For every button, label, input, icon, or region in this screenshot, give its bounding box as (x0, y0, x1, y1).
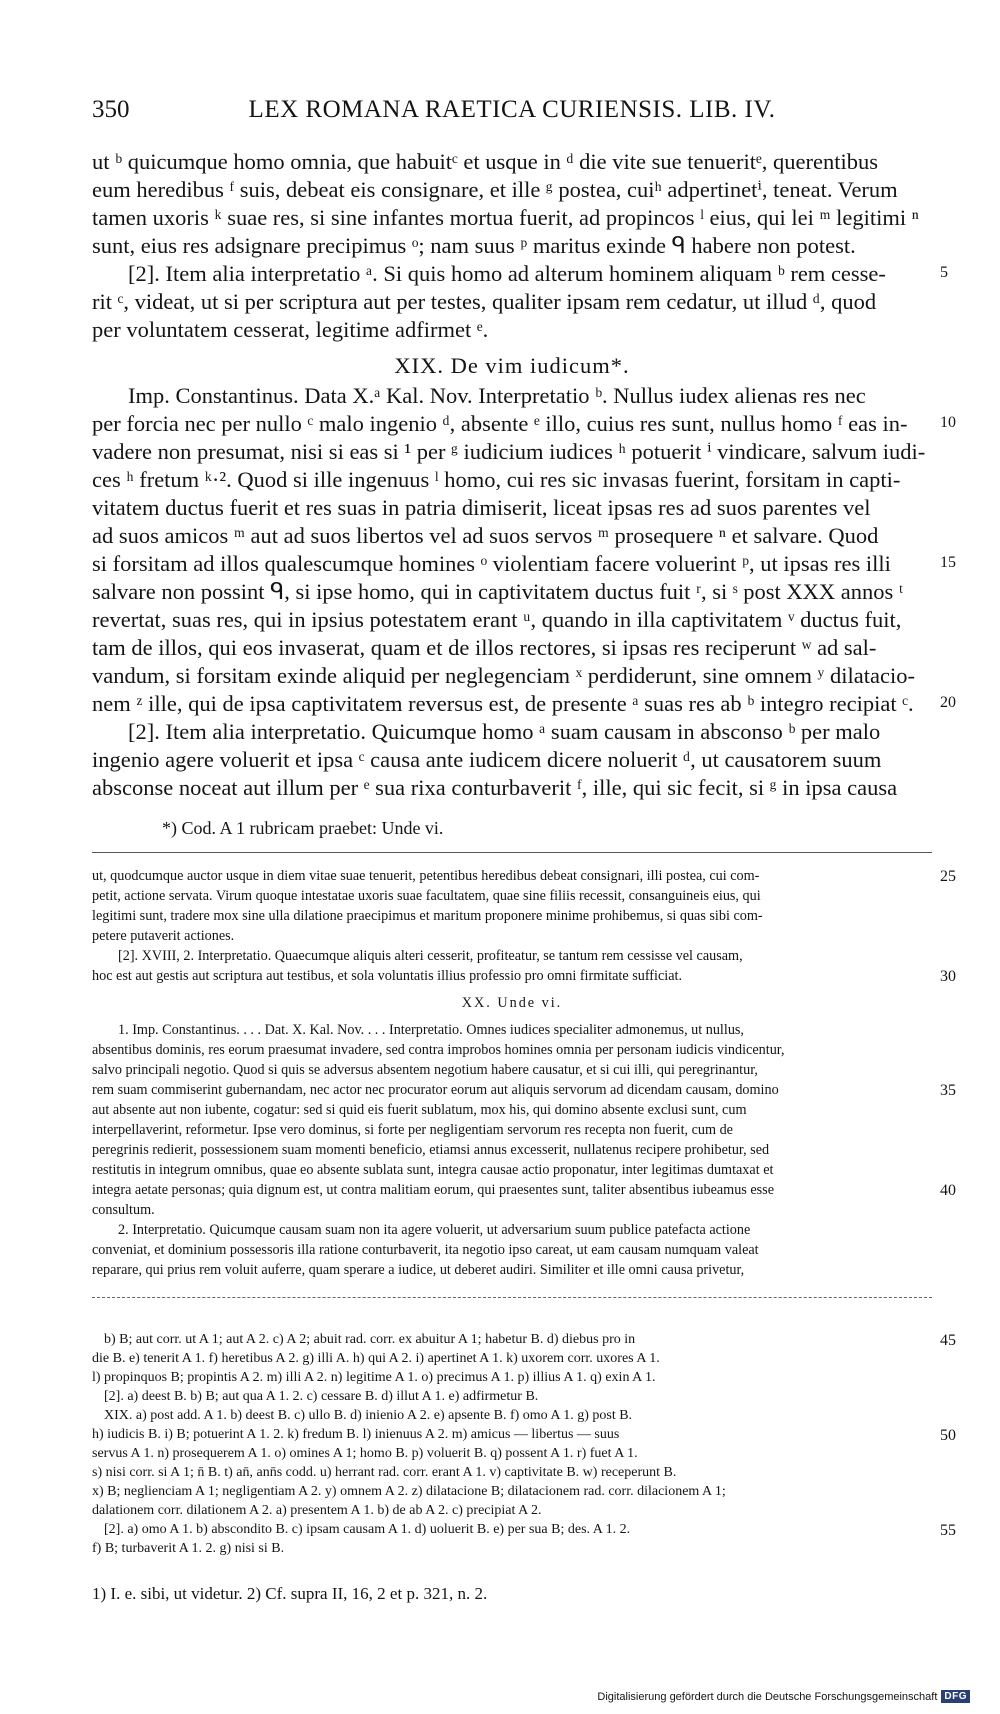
footer-text: Digitalisierung gefördert durch die Deutsche Forschungsgemeinschaft (597, 1690, 938, 1703)
main-line: vitatem ductus fuerit et res suas in patria dimiserit, liceat ipsas res ad suos parentes vel (92, 495, 871, 520)
parallel-line: petit, actione servata. Virum quoque intestatae uxoris suae facultatem, quae sine filiis recessit, consanguineis eius, qui (92, 888, 761, 904)
main-line: ad suos amicos ᵐ aut ad suos libertos vel ad suos servos ᵐ prosequere ⁿ et salvare. Quod (92, 523, 879, 548)
main-line: Imp. Constantinus. Data X.ᵃ Kal. Nov. Interpretatio ᵇ. Nullus iudex alienas res nec (128, 383, 866, 408)
line-number: 50 (940, 1427, 956, 1444)
rubric-note: *) Cod. A 1 rubricam praebet: Unde vi. (162, 818, 444, 838)
line-number: 15 (940, 554, 956, 571)
apparatus-line: x) B; neglienciam A 1; negligentiam A 2. y) omnem A 2. z) dilatacione B; dilatacionem rad. corr. dilacionem A 1; (92, 1484, 726, 1499)
main-line: absconse noceat aut illum per ᵉ sua rixa conturbaverit ᶠ, ille, qui sic fecit, si ᵍ in ipsa causa (92, 775, 898, 800)
main-line: eum heredibus ᶠ suis, debeat eis consignare, et ille ᵍ postea, cuiʰ adpertinetⁱ, teneat. Verum (92, 177, 898, 202)
line-number: 30 (940, 968, 956, 985)
apparatus-line: h) iudicis B. i) B; potuerint A 1. 2. k) fredum B. l) inienuus A 2. m) amicus — libertus — suus (92, 1427, 620, 1442)
parallel-line: 1. Imp. Constantinus. . . . Dat. X. Kal. Nov. . . . Interpretatio. Omnes iudices specialiter admonemus, ut nullus, (118, 1022, 744, 1038)
apparatus-line: f) B; turbaverit A 1. 2. g) nisi si B. (92, 1541, 285, 1556)
main-line: ces ʰ fretum ᵏ·². Quod si ille ingenuus ˡ homo, cui res sic invasas fuerint, forsitam in capti- (92, 467, 901, 492)
chapter-heading-xx: XX. Unde vi. (461, 995, 563, 1011)
main-line: ut ᵇ quicumque homo omnia, que habuitᶜ et usque in ᵈ die vite sue tenueritᵉ, querentibus (92, 149, 878, 174)
parallel-line: consultum. (92, 1202, 155, 1218)
parallel-line: salvo principali negotio. Quod si quis se adversus absentem negotium habere causatur, et si cui illi, qui peregrinantur, (92, 1062, 758, 1078)
parallel-line: conveniat, et dominium possessoris illa ratione conturbaverit, ita negotio ipso careat, ut eam causam numquam valeat (92, 1242, 759, 1258)
line-number: 55 (940, 1522, 956, 1539)
line-number: 20 (940, 694, 956, 711)
parallel-line: legitimi sunt, tradere mox sine ulla dilatione praecipimus et maritum proponere minime prohibemus, si quas sibi com- (92, 908, 763, 924)
main-line: vadere non presumat, nisi si eas si ¹ per ᵍ iudicium iudices ʰ potuerit ⁱ vindicare, salvum iudi- (92, 439, 926, 464)
divider (92, 852, 932, 853)
line-number: 45 (940, 1332, 956, 1349)
apparatus-line: XIX. a) post add. A 1. b) deest B. c) ullo B. d) inienio A 2. e) apsente B. f) omo A 1. g) post B. (104, 1408, 633, 1423)
divider (92, 1297, 932, 1298)
parallel-line: integra aetate personas; quia dignum est, ut contra malitiam eorum, qui praesentes sunt, taliter absentibus iubeamus esse (92, 1182, 774, 1198)
apparatus-line: l) propinquos B; propintis A 2. m) illi A 2. n) legitime A 1. o) precimus A 1. p) illius A 1. q) exin A 1. (92, 1370, 656, 1385)
main-line: salvare non possint ᑫ, si ipse homo, qui in captivitatem ductus fuit ʳ, si ˢ post XXX annos ᵗ (92, 579, 904, 604)
line-number: 25 (940, 868, 956, 885)
parallel-line: aut absente aut non iubente, cogatur: sed si quid eis fuerit sublatum, mox his, qui domino absente exclusi sunt, cum (92, 1102, 747, 1118)
chapter-heading-xix: XIX. De vim iudicum*. (394, 353, 630, 378)
parallel-line: 2. Interpretatio. Quicumque causam suam non ita agere voluerit, ut adversarium suum publice patefacta actione (118, 1222, 751, 1238)
line-number: 35 (940, 1082, 956, 1099)
main-line: tamen uxoris ᵏ suae res, si sine infantes mortua fuerit, ad propincos ˡ eius, qui lei ᵐ legitimi ⁿ (92, 205, 919, 230)
parallel-line: reparare, qui prius rem voluit auferre, quam sperare a iudice, ut deberet audiri. Similiter et ille omni causa privetur, (92, 1262, 745, 1278)
main-line: vandum, si forsitam exinde aliquid per neglegenciam ˣ perdiderunt, sine omnem ʸ dilatacio- (92, 663, 915, 688)
main-line: nem ᶻ ille, qui de ipsa captivitatem reversus est, de presente ᵃ suas res ab ᵇ integro recipiat ᶜ. (92, 691, 914, 716)
parallel-line: [2]. XVIII, 2. Interpretatio. Quaecumque aliquis alteri cesserit, profiteatur, se tantum rem cessisse vel causam, (118, 948, 743, 964)
main-line: per forcia nec per nullo ᶜ malo ingenio ᵈ, absente ᵉ illo, cuius res sunt, nullus homo ᶠ eas in- (92, 411, 908, 436)
apparatus-line: die B. e) tenerit A 1. f) heretibus A 2. g) illi A. h) qui A 2. i) apertinet A 1. k) uxorem corr. uxores A 1. (92, 1351, 660, 1366)
main-line: sunt, eius res adsignare precipimus ᵒ; nam suus ᵖ maritus exinde ᑫ habere non potest. (92, 233, 856, 258)
parallel-line: hoc est aut gestis aut scriptura aut testibus, et sola voluntatis illius professio pro omni firmitate sufficiat. (92, 968, 682, 984)
main-line: tam de illos, qui eos invaserat, quam et de illos rectores, si ipsas res reciperunt ʷ ad sal- (92, 635, 877, 660)
parallel-line: rem suam commiserint gubernandam, nec actor nec procurator eorum aut aliquis servorum ad dicendam causam, domino (92, 1082, 779, 1098)
digitization-footer (597, 1690, 970, 1703)
main-line: per voluntatem cesserat, legitime adfirmet ᵉ. (92, 317, 489, 342)
page-header (92, 96, 932, 136)
main-line: [2]. Item alia interpretatio ᵃ. Si quis homo ad alterum hominem aliquam ᵇ rem cesse- (128, 261, 886, 286)
parallel-line: peregrinis redierit, possessionem suam momenti beneficio, etiamsi annus excesserit, nullatenus recipere prohibetur, sed (92, 1142, 770, 1158)
parallel-line: restitutis in integrum omnibus, quae eo absente sublata sunt, integra causae actio proponatur, inter legitimas dumtaxat et (92, 1162, 774, 1178)
main-line: rit ᶜ, videat, ut si per scriptura aut per testes, qualiter ipsam rem cedatur, ut illud ᵈ, quod (92, 289, 877, 314)
parallel-line: ut, quodcumque auctor usque in diem vitae suae tenuerit, petentibus heredibus debeat consignari, illi postea, cui com- (92, 868, 760, 884)
main-line: [2]. Item alia interpretatio. Quicumque homo ᵃ suam causam in absconso ᵇ per malo (128, 719, 881, 744)
dfg-logo-icon: DFG (941, 1690, 970, 1703)
apparatus-line: s) nisi corr. si A 1; n̄ B. t) an̄, ann̄s codd. u) herrant rad. corr. erant A 1. v) captivitate B. w) receperunt B. (92, 1465, 677, 1480)
apparatus-line: [2]. a) omo A 1. b) absconditо B. c) ipsam causam A 1. d) uoluerit B. e) per sua B; des. A 1. 2. (104, 1522, 631, 1537)
line-number: 5 (940, 264, 948, 281)
apparatus-line: servus A 1. n) prosequerem A 1. o) omines A 1; homo B. p) voluerit B. q) possent A 1. r) fuet A 1. (92, 1446, 638, 1461)
line-number: 40 (940, 1182, 956, 1199)
parallel-line: petere putaverit actiones. (92, 928, 235, 944)
apparatus-line: b) B; aut corr. ut A 1; aut A 2. c) A 2; abuit rad. corr. ex abuitur A 1; habetur B. d) diebus pro in (104, 1332, 636, 1347)
main-line: si forsitam ad illos qualescumque homines ᵒ violentiam facere voluerint ᵖ, ut ipsas res illi (92, 551, 891, 576)
line-number: 10 (940, 414, 956, 431)
apparatus-line: dalationem corr. dilationem A 2. a) presentem A 1. b) de ab A 2. c) precipiat A 2. (92, 1503, 542, 1518)
running-title: LEX ROMANA RAETICA CURIENSIS. LIB. IV. (248, 96, 776, 123)
parallel-line: absentibus dominis, res eorum praesumat invadere, sed contra improbos homines omnia per personam iudicis vindicentur, (92, 1042, 785, 1058)
footnote-line: 1) I. e. sibi, ut videtur. 2) Cf. supra II, 16, 2 et p. 321, n. 2. (92, 1584, 488, 1603)
main-line: ingenio agere voluerit et ipsa ᶜ causa ante iudicem dicere noluerit ᵈ, ut causatorem suum (92, 747, 882, 772)
parallel-line: interpellaverint, reformetur. Ipse vero dominus, si forte per negligentiam servorum res recepta non fuerit, cum de (92, 1122, 733, 1138)
main-line: revertat, suas res, qui in ipsius potestatem erant ᵘ, quando in illa captivitatem ᵛ ductus fuit, (92, 607, 902, 632)
apparatus-line: [2]. a) deest B. b) B; aut qua A 1. 2. c) cessare B. d) illut A 1. e) adfirmetur B. (104, 1389, 539, 1404)
page-number: 350 (92, 96, 130, 123)
